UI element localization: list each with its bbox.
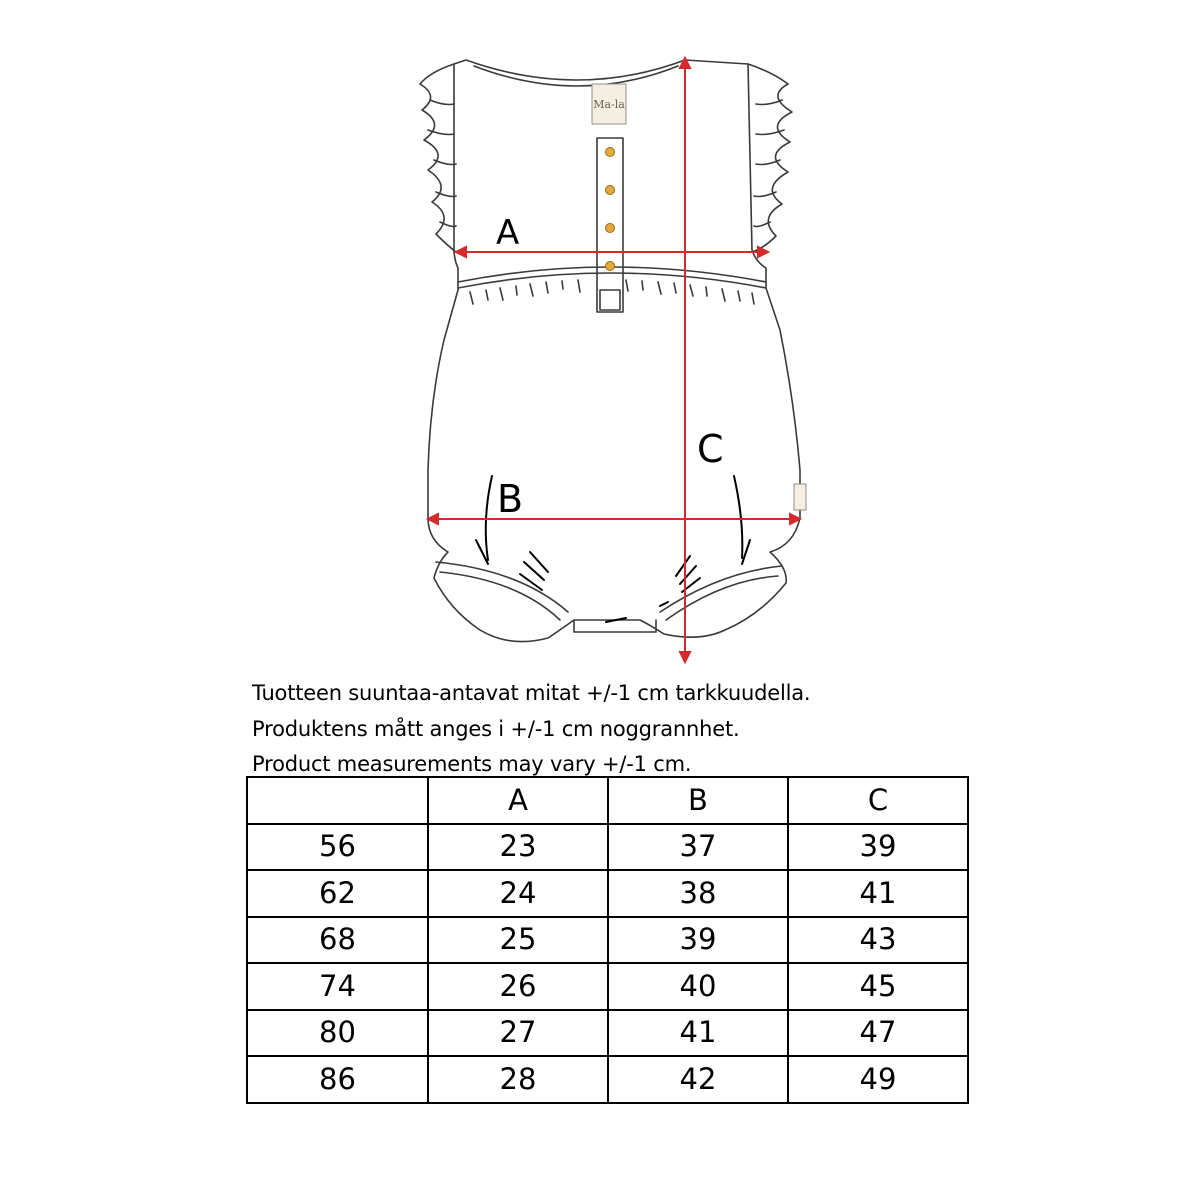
button-4 <box>606 262 615 271</box>
value-cell-a: 25 <box>428 917 608 964</box>
value-cell-b: 40 <box>608 963 788 1010</box>
table-row <box>247 917 968 964</box>
value-cell-b: 39 <box>608 917 788 964</box>
value-cell-b: 42 <box>608 1056 788 1103</box>
table-row <box>247 1010 968 1057</box>
header-cell-size <box>247 777 428 824</box>
note-swedish: Produktens mått anges i +/-1 cm noggrannhet. <box>252 716 740 741</box>
size-cell: 68 <box>247 917 428 964</box>
table-row <box>247 870 968 917</box>
table-header-row <box>247 777 968 824</box>
size-cell: 86 <box>247 1056 428 1103</box>
header-cell-b: B <box>608 777 788 824</box>
note-english: Product measurements may vary +/-1 cm. <box>252 752 692 776</box>
size-cell: 80 <box>247 1010 428 1057</box>
size-cell: 74 <box>247 963 428 1010</box>
header-cell-a: A <box>428 777 608 824</box>
measure-a-label: A <box>496 213 520 253</box>
size-table <box>246 776 969 1104</box>
table-row <box>247 963 968 1010</box>
ruffle-sleeve-right <box>748 64 792 252</box>
value-cell-c: 39 <box>788 824 968 871</box>
value-cell-c: 43 <box>788 917 968 964</box>
measurement-notes <box>252 676 810 783</box>
button-1 <box>606 148 615 157</box>
value-cell-b: 41 <box>608 1010 788 1057</box>
measure-b-label: B <box>497 477 524 521</box>
value-cell-b: 38 <box>608 870 788 917</box>
table-row <box>247 1056 968 1103</box>
button-2 <box>606 186 615 195</box>
value-cell-c: 47 <box>788 1010 968 1057</box>
value-cell-a: 26 <box>428 963 608 1010</box>
table-row <box>247 824 968 871</box>
button-3 <box>606 224 615 233</box>
measure-c-label: C <box>697 427 724 471</box>
header-cell-c: C <box>788 777 968 824</box>
neck-label-text: Ma-la <box>593 98 625 111</box>
value-cell-c: 45 <box>788 963 968 1010</box>
size-cell: 62 <box>247 870 428 917</box>
value-cell-a: 23 <box>428 824 608 871</box>
value-cell-a: 28 <box>428 1056 608 1103</box>
value-cell-a: 24 <box>428 870 608 917</box>
note-finnish: Tuotteen suuntaa-antavat mitat +/-1 cm tarkkuudella. <box>252 681 811 705</box>
side-label <box>794 484 806 510</box>
value-cell-c: 41 <box>788 870 968 917</box>
value-cell-a: 27 <box>428 1010 608 1057</box>
ruffle-sleeve-left <box>420 64 456 252</box>
value-cell-c: 49 <box>788 1056 968 1103</box>
size-cell: 56 <box>247 824 428 871</box>
value-cell-b: 37 <box>608 824 788 871</box>
